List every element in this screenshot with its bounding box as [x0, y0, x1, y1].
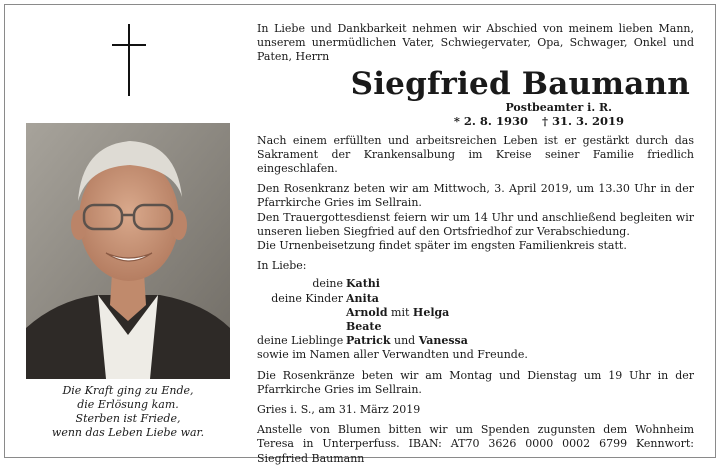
- relation-label: deine Lieblinge: [257, 334, 344, 348]
- life-dates: [257, 114, 694, 128]
- family-row: [257, 277, 694, 291]
- family-name: Beate: [346, 320, 382, 333]
- passing-paragraph: Nach einem erfüllten und arbeitsreichen Leben ist er gestärkt durch das Sakrament der Krankensalbung im Kreise seiner Familie friedlich eingeschlafen.: [257, 133, 694, 176]
- memorial-poem: [26, 384, 230, 440]
- relation-label: deine: [312, 277, 343, 291]
- place-date: Gries i. S., am 31. März 2019: [257, 402, 421, 416]
- deceased-name: Siegfried Baumann: [350, 65, 690, 102]
- poem-line: wenn das Leben Liebe war.: [51, 426, 205, 439]
- others-line: sowie im Namen aller Verwandten und Freunde.: [257, 348, 528, 362]
- family-list: [257, 277, 694, 348]
- relation-label: deine Kinder: [271, 291, 343, 305]
- funeral-info: Den Trauergottesdienst feiern wir um 14 Uhr und anschließend begleiten wir unseren lieben Siegfried auf den Ortsfriedhof zur Verabschiedung.: [257, 210, 694, 238]
- family-row: [257, 292, 694, 306]
- services-paragraph: [257, 182, 694, 253]
- family-row: [257, 306, 694, 320]
- poem-line: Die Kraft ging zu Ende,: [62, 384, 194, 397]
- family-name: Patrick und Vanessa: [346, 334, 468, 348]
- donation-paragraph: Anstelle von Blumen bitten wir um Spenden zugunsten dem Wohnheim Teresa in Unterperfuss. IBAN: AT70 3626 0000 0002 6799 Kennwort: Siegfried Baumann: [257, 423, 694, 465]
- family-name: Arnold mit Helga: [346, 305, 450, 319]
- in-love-label: In Liebe:: [257, 259, 307, 273]
- birth-date: * 2. 8. 1930: [453, 113, 528, 128]
- urn-info: Die Urnenbeisetzung findet später im engsten Familienkreis statt.: [257, 239, 627, 253]
- death-date: † 31. 3. 2019: [541, 113, 624, 128]
- portrait-photo: [26, 123, 230, 379]
- family-name: Anita: [346, 291, 379, 305]
- cross-icon: [112, 24, 146, 96]
- family-row: [257, 334, 694, 348]
- family-row: [257, 320, 694, 334]
- rosary-info: Den Rosenkranz beten wir am Mittwoch, 3. April 2019, um 13.30 Uhr in der Pfarrkirche Gries im Sellrain.: [257, 182, 694, 210]
- poem-line: die Erlösung kam.: [77, 398, 179, 411]
- poem-line: Sterben ist Friede,: [75, 412, 181, 425]
- deceased-title: Postbeamter i. R.: [505, 100, 612, 114]
- intro-paragraph: In Liebe und Dankbarkeit nehmen wir Abschied von meinem lieben Mann, unserem unermüdlichen Vater, Schwiegervater, Opa, Schwager, Onkel und Paten, Herrn: [257, 22, 694, 64]
- rosaries-paragraph: Die Rosenkränze beten wir am Montag und Dienstag um 19 Uhr in der Pfarrkirche Gries im Sellrain.: [257, 368, 694, 396]
- family-name: Kathi: [346, 277, 380, 291]
- obituary-text: [257, 22, 694, 466]
